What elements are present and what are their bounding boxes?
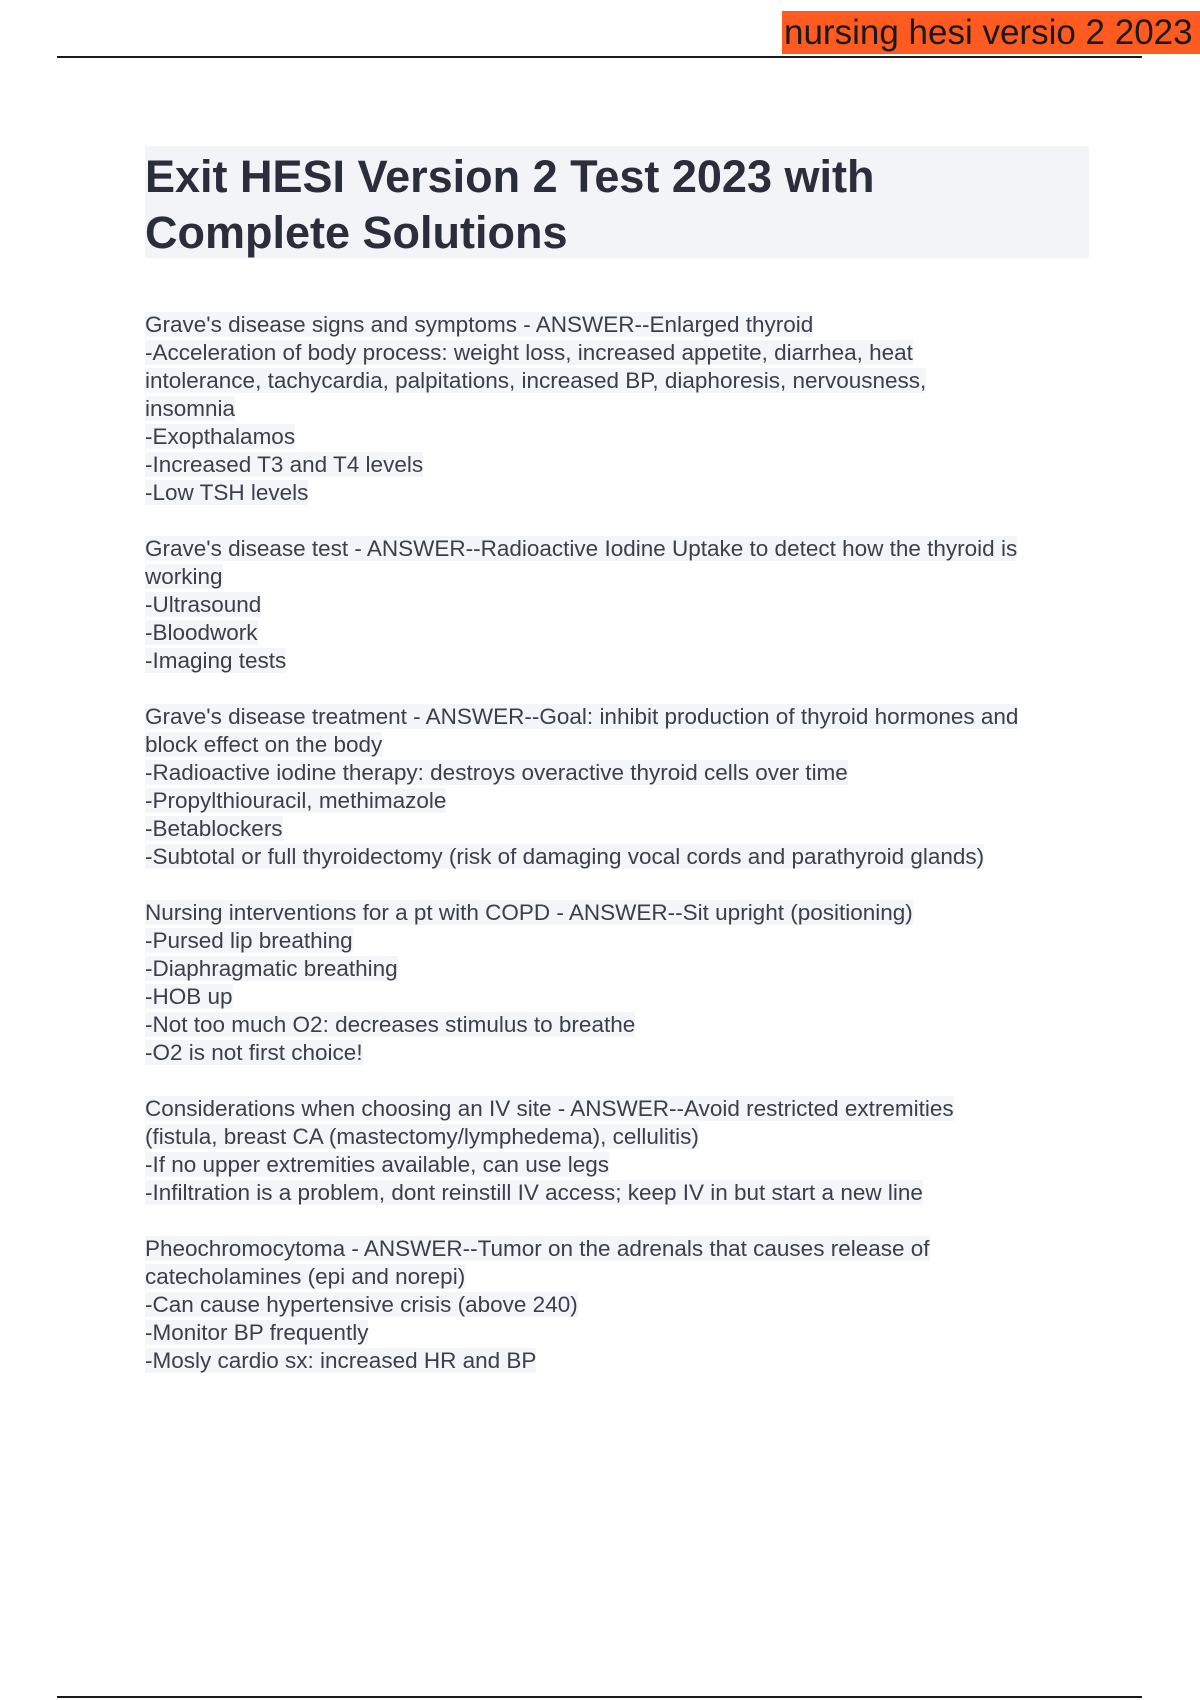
qa-answer-line	[145, 843, 1095, 871]
line-text: block effect on the body	[145, 732, 383, 757]
line-text: Grave's disease treatment - ANSWER--Goal: inhibit production of thyroid hormones and	[145, 704, 1019, 729]
qa-answer-line	[145, 927, 1095, 955]
line-text: -Increased T3 and T4 levels	[145, 452, 424, 477]
line-text: -Infiltration is a problem, dont reinstill IV access; keep IV in but start a new line	[145, 1180, 923, 1205]
qa-answer-line	[145, 983, 1095, 1011]
qa-answer-line	[145, 367, 1095, 395]
qa-answer-line	[145, 451, 1095, 479]
title-line-1: Exit HESI Version 2 Test 2023 with	[145, 151, 875, 202]
qa-answer-line	[145, 339, 1095, 367]
qa-entry	[145, 1235, 1095, 1375]
line-text: -If no upper extremities available, can use legs	[145, 1152, 609, 1177]
qa-answer-line	[145, 563, 1095, 591]
bottom-divider	[57, 1696, 1142, 1698]
qa-answer-line	[145, 423, 1095, 451]
top-divider	[57, 56, 1142, 58]
line-text: -Acceleration of body process: weight loss, increased appetite, diarrhea, heat	[145, 340, 913, 365]
qa-answer-line	[145, 619, 1095, 647]
qa-answer-line	[145, 1347, 1095, 1375]
qa-entry	[145, 535, 1095, 675]
qa-question-line	[145, 1235, 1095, 1263]
line-text: -Pursed lip breathing	[145, 928, 353, 953]
qa-answer-line	[145, 1123, 1095, 1151]
qa-answer-line	[145, 1011, 1095, 1039]
line-text: -Propylthiouracil, methimazole	[145, 788, 447, 813]
line-text: Nursing interventions for a pt with COPD - ANSWER--Sit upright (positioning)	[145, 900, 913, 925]
line-text: -O2 is not first choice!	[145, 1040, 363, 1065]
qa-answer-line	[145, 479, 1095, 507]
qa-answer-line	[145, 955, 1095, 983]
qa-answer-line	[145, 1263, 1095, 1291]
qa-answer-line	[145, 815, 1095, 843]
qa-answer-line	[145, 1291, 1095, 1319]
line-text: (fistula, breast CA (mastectomy/lymphedema), cellulitis)	[145, 1124, 699, 1149]
qa-answer-line	[145, 1039, 1095, 1067]
line-text: Grave's disease test - ANSWER--Radioactive Iodine Uptake to detect how the thyroid is	[145, 536, 1018, 561]
qa-question-line	[145, 899, 1095, 927]
title-line-2: Complete Solutions	[145, 207, 568, 258]
title-block	[145, 146, 1089, 258]
qa-answer-line	[145, 759, 1095, 787]
line-text: -Bloodwork	[145, 620, 258, 645]
line-text: catecholamines (epi and norepi)	[145, 1264, 466, 1289]
line-text: -Can cause hypertensive crisis (above 240)	[145, 1292, 578, 1317]
line-text: insomnia	[145, 396, 236, 421]
qa-answer-line	[145, 1179, 1095, 1207]
qa-question-line	[145, 1095, 1095, 1123]
line-text: intolerance, tachycardia, palpitations, increased BP, diaphoresis, nervousness,	[145, 368, 927, 393]
line-text: -Diaphragmatic breathing	[145, 956, 398, 981]
qa-answer-line	[145, 395, 1095, 423]
page-title	[145, 149, 1089, 261]
qa-entry	[145, 899, 1095, 1067]
line-text: -Low TSH levels	[145, 480, 309, 505]
line-text: Considerations when choosing an IV site - ANSWER--Avoid restricted extremities	[145, 1096, 954, 1121]
line-text: -Mosly cardio sx: increased HR and BP	[145, 1348, 537, 1373]
qa-question-line	[145, 703, 1095, 731]
qa-answer-line	[145, 1319, 1095, 1347]
qa-entry	[145, 1095, 1095, 1207]
line-text: -Subtotal or full thyroidectomy (risk of damaging vocal cords and parathyroid glands)	[145, 844, 985, 869]
line-text: -Monitor BP frequently	[145, 1320, 369, 1345]
line-text: working	[145, 564, 223, 589]
qa-question-line	[145, 535, 1095, 563]
line-text: -Radioactive iodine therapy: destroys overactive thyroid cells over time	[145, 760, 848, 785]
header-tag: nursing hesi versio 2 2023	[782, 11, 1200, 54]
qa-answer-line	[145, 1151, 1095, 1179]
line-text: -Imaging tests	[145, 648, 287, 673]
qa-answer-line	[145, 731, 1095, 759]
line-text: -Exopthalamos	[145, 424, 296, 449]
line-text: -HOB up	[145, 984, 233, 1009]
line-text: -Not too much O2: decreases stimulus to breathe	[145, 1012, 636, 1037]
line-text: Grave's disease signs and symptoms - ANSWER--Enlarged thyroid	[145, 312, 814, 337]
qa-entry	[145, 311, 1095, 507]
qa-list	[145, 311, 1095, 1403]
line-text: -Ultrasound	[145, 592, 262, 617]
qa-answer-line	[145, 787, 1095, 815]
line-text: Pheochromocytoma - ANSWER--Tumor on the adrenals that causes release of	[145, 1236, 930, 1261]
qa-answer-line	[145, 591, 1095, 619]
qa-answer-line	[145, 647, 1095, 675]
qa-question-line	[145, 311, 1095, 339]
qa-entry	[145, 703, 1095, 871]
line-text: -Betablockers	[145, 816, 283, 841]
